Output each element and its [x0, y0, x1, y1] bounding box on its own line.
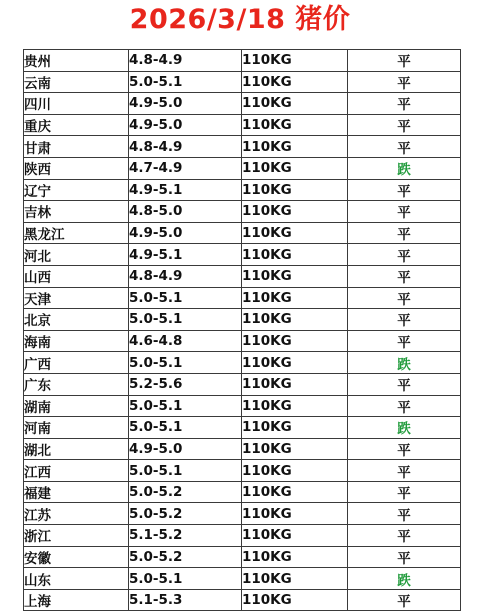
- trend-cell: 跌: [348, 352, 461, 374]
- price-range-cell: 5.0-5.1: [129, 287, 242, 309]
- price-range-cell: 5.0-5.1: [129, 568, 242, 590]
- province-cell: 福建: [24, 481, 129, 503]
- weight-cell: 110KG: [242, 525, 348, 547]
- weight-cell: 110KG: [242, 265, 348, 287]
- price-range-cell: 4.6-4.8: [129, 330, 242, 352]
- trend-cell: 平: [348, 71, 461, 93]
- province-cell: 吉林: [24, 201, 129, 223]
- table-row: [24, 287, 461, 309]
- weight-cell: 110KG: [242, 71, 348, 93]
- trend-cell: 跌: [348, 568, 461, 590]
- trend-cell: 跌: [348, 417, 461, 439]
- trend-cell: 平: [348, 460, 461, 482]
- price-range-cell: 4.8-5.0: [129, 201, 242, 223]
- trend-cell: 平: [348, 265, 461, 287]
- province-cell: 黑龙江: [24, 222, 129, 244]
- table-row: [24, 309, 461, 331]
- price-range-cell: 5.0-5.2: [129, 546, 242, 568]
- table-row: [24, 50, 461, 72]
- province-cell: 山西: [24, 265, 129, 287]
- province-cell: 上海: [24, 589, 129, 611]
- table-row: [24, 525, 461, 547]
- province-cell: 河南: [24, 417, 129, 439]
- province-cell: 广东: [24, 373, 129, 395]
- price-range-cell: 5.0-5.1: [129, 71, 242, 93]
- trend-cell: 平: [348, 222, 461, 244]
- weight-cell: 110KG: [242, 157, 348, 179]
- weight-cell: 110KG: [242, 244, 348, 266]
- province-cell: 天津: [24, 287, 129, 309]
- table-row: [24, 179, 461, 201]
- weight-cell: 110KG: [242, 395, 348, 417]
- table-row: [24, 71, 461, 93]
- trend-cell: 平: [348, 481, 461, 503]
- weight-cell: 110KG: [242, 50, 348, 72]
- weight-cell: 110KG: [242, 93, 348, 115]
- trend-cell: 平: [348, 93, 461, 115]
- weight-cell: 110KG: [242, 373, 348, 395]
- trend-cell: 平: [348, 114, 461, 136]
- weight-cell: 110KG: [242, 201, 348, 223]
- price-range-cell: 5.2-5.6: [129, 373, 242, 395]
- trend-cell: 平: [348, 330, 461, 352]
- weight-cell: 110KG: [242, 136, 348, 158]
- table-row: [24, 265, 461, 287]
- trend-cell: 平: [348, 373, 461, 395]
- price-range-cell: 4.9-5.0: [129, 114, 242, 136]
- weight-cell: 110KG: [242, 309, 348, 331]
- table-row: [24, 503, 461, 525]
- table-row: [24, 157, 461, 179]
- province-cell: 四川: [24, 93, 129, 115]
- province-cell: 湖北: [24, 438, 129, 460]
- price-range-cell: 4.8-4.9: [129, 265, 242, 287]
- table-row: [24, 460, 461, 482]
- province-cell: 浙江: [24, 525, 129, 547]
- province-cell: 辽宁: [24, 179, 129, 201]
- trend-cell: 平: [348, 244, 461, 266]
- province-cell: 河北: [24, 244, 129, 266]
- table-row: [24, 222, 461, 244]
- trend-cell: 平: [348, 546, 461, 568]
- trend-cell: 跌: [348, 157, 461, 179]
- weight-cell: 110KG: [242, 114, 348, 136]
- price-table-body: [24, 50, 461, 611]
- table-row: [24, 395, 461, 417]
- price-table: [23, 49, 461, 611]
- table-row: [24, 417, 461, 439]
- province-cell: 湖南: [24, 395, 129, 417]
- trend-cell: 平: [348, 136, 461, 158]
- price-range-cell: 4.9-5.0: [129, 438, 242, 460]
- province-cell: 山东: [24, 568, 129, 590]
- price-range-cell: 5.0-5.1: [129, 417, 242, 439]
- province-cell: 陕西: [24, 157, 129, 179]
- trend-cell: 平: [348, 50, 461, 72]
- table-row: [24, 136, 461, 158]
- table-row: [24, 589, 461, 611]
- price-range-cell: 4.9-5.1: [129, 179, 242, 201]
- province-cell: 海南: [24, 330, 129, 352]
- weight-cell: 110KG: [242, 287, 348, 309]
- price-range-cell: 4.7-4.9: [129, 157, 242, 179]
- weight-cell: 110KG: [242, 503, 348, 525]
- table-row: [24, 373, 461, 395]
- province-cell: 广西: [24, 352, 129, 374]
- price-range-cell: 4.8-4.9: [129, 136, 242, 158]
- trend-cell: 平: [348, 179, 461, 201]
- weight-cell: 110KG: [242, 460, 348, 482]
- weight-cell: 110KG: [242, 481, 348, 503]
- trend-cell: 平: [348, 438, 461, 460]
- weight-cell: 110KG: [242, 568, 348, 590]
- trend-cell: 平: [348, 503, 461, 525]
- weight-cell: 110KG: [242, 179, 348, 201]
- price-range-cell: 5.1-5.3: [129, 589, 242, 611]
- province-cell: 安徽: [24, 546, 129, 568]
- weight-cell: 110KG: [242, 352, 348, 374]
- price-range-cell: 4.9-5.0: [129, 93, 242, 115]
- province-cell: 江苏: [24, 503, 129, 525]
- price-range-cell: 5.1-5.2: [129, 525, 242, 547]
- weight-cell: 110KG: [242, 438, 348, 460]
- page-title: 2026/3/18 猪价: [129, 4, 351, 35]
- price-range-cell: 4.9-5.1: [129, 244, 242, 266]
- table-row: [24, 244, 461, 266]
- price-range-cell: 5.0-5.2: [129, 481, 242, 503]
- price-range-cell: 5.0-5.1: [129, 460, 242, 482]
- table-row: [24, 568, 461, 590]
- weight-cell: 110KG: [242, 546, 348, 568]
- province-cell: 贵州: [24, 50, 129, 72]
- table-row: [24, 438, 461, 460]
- table-row: [24, 481, 461, 503]
- trend-cell: 平: [348, 589, 461, 611]
- weight-cell: 110KG: [242, 222, 348, 244]
- trend-cell: 平: [348, 309, 461, 331]
- province-cell: 云南: [24, 71, 129, 93]
- province-cell: 江西: [24, 460, 129, 482]
- table-row: [24, 114, 461, 136]
- province-cell: 北京: [24, 309, 129, 331]
- price-range-cell: 4.9-5.0: [129, 222, 242, 244]
- table-row: [24, 201, 461, 223]
- province-cell: 重庆: [24, 114, 129, 136]
- price-range-cell: 5.0-5.2: [129, 503, 242, 525]
- table-row: [24, 93, 461, 115]
- province-cell: 甘肃: [24, 136, 129, 158]
- table-row: [24, 330, 461, 352]
- weight-cell: 110KG: [242, 417, 348, 439]
- trend-cell: 平: [348, 525, 461, 547]
- table-row: [24, 546, 461, 568]
- weight-cell: 110KG: [242, 330, 348, 352]
- trend-cell: 平: [348, 287, 461, 309]
- table-row: [24, 352, 461, 374]
- price-range-cell: 5.0-5.1: [129, 395, 242, 417]
- trend-cell: 平: [348, 201, 461, 223]
- price-range-cell: 5.0-5.1: [129, 309, 242, 331]
- trend-cell: 平: [348, 395, 461, 417]
- price-range-cell: 5.0-5.1: [129, 352, 242, 374]
- price-range-cell: 4.8-4.9: [129, 50, 242, 72]
- weight-cell: 110KG: [242, 589, 348, 611]
